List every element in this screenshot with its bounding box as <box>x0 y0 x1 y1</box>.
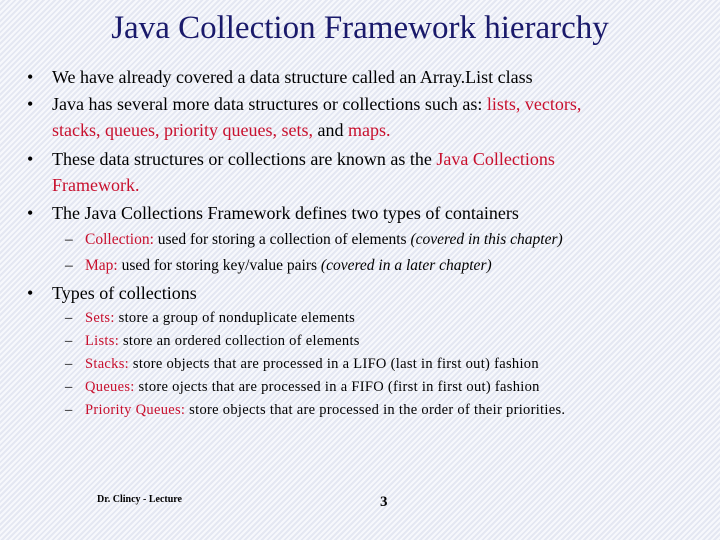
bullet-text <box>52 64 712 90</box>
dash-marker: – <box>65 402 73 418</box>
bullet-marker: • <box>27 149 34 169</box>
page-number: 3 <box>380 494 388 510</box>
bullet-text <box>52 146 712 198</box>
text-line: These data structures or collections are known as the Java Collections <box>52 149 555 169</box>
bullet-text <box>52 280 712 306</box>
text-line: Java has several more data structures or collections such as: lists, vectors, <box>52 94 582 114</box>
type-text: Queues: store ojects that are processed in a FIFO (first in first out) fashion <box>85 379 540 395</box>
footer-author: Dr. Clincy - Lecture <box>97 494 182 505</box>
dash-marker: – <box>65 356 73 372</box>
bullet-marker: • <box>27 94 34 114</box>
type-text: Priority Queues: store objects that are processed in the order of their priorities. <box>85 402 566 418</box>
sub-bullet-text: Collection: used for storing a collection of elements (covered in this chapter) <box>85 231 563 248</box>
dash-marker: – <box>65 231 73 248</box>
dash-marker: – <box>65 379 73 395</box>
bullet-marker: • <box>27 283 34 303</box>
slide-title: Java Collection Framework hierarchy <box>111 10 609 46</box>
bullet-marker: • <box>27 203 34 223</box>
text-line: We have already covered a data structure called an Array.List class <box>52 67 533 87</box>
text-line: Types of collections <box>52 283 197 303</box>
type-text: Sets: store a group of nonduplicate elements <box>85 310 356 326</box>
type-text: Stacks: store objects that are processed in a LIFO (last in first out) fashion <box>85 356 539 372</box>
dash-marker: – <box>65 333 73 349</box>
text-line: stacks, queues, priority queues, sets, and maps. <box>52 120 391 140</box>
type-text: Lists: store an ordered collection of elements <box>85 333 360 349</box>
bullet-text <box>52 91 712 143</box>
dash-marker: – <box>65 310 73 326</box>
bullet-text <box>52 200 712 226</box>
bullet-marker: • <box>27 67 34 87</box>
dash-marker: – <box>65 257 73 274</box>
text-line: Framework. <box>52 175 140 195</box>
text-line: The Java Collections Framework defines two types of containers <box>52 203 519 223</box>
sub-bullet-text: Map: used for storing key/value pairs (covered in a later chapter) <box>85 257 492 274</box>
